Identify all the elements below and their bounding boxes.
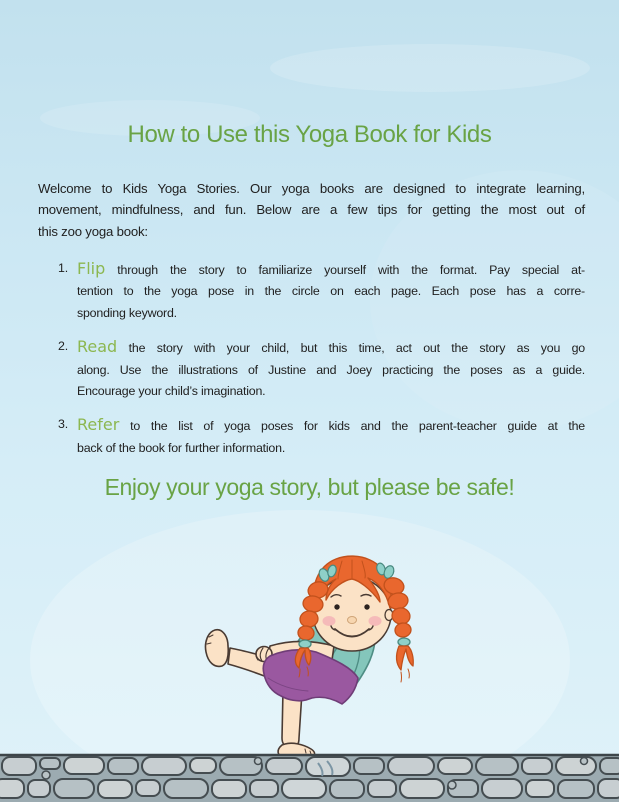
tagline: Enjoy your yoga story, but please be safe! [104,474,515,500]
girl-eye-left [334,604,339,609]
page-title: How to Use this Yoga Book for Kids [127,121,492,148]
tip-line: Read the story with your child, but this time, act out the story as you go [77,337,585,357]
girl-eye-right [364,604,369,609]
tip-item [58,414,585,459]
tip-line: along. Use the illustrations of Justine and Joey practicing the poses as a guide. [77,362,585,377]
tip-number: 2. [58,339,68,354]
tip-line: tention to the yoga pose in the circle on each page. Each pose has a corre- [77,284,585,299]
tip-keyword: Read [77,337,118,357]
tip-line: back of the book for further information. [77,440,286,455]
intro-line: Welcome to Kids Yoga Stories. Our yoga books are designed to integrate learning, [38,181,585,196]
girl-cheek-left [323,616,336,626]
girl-nose [348,617,357,624]
tips-list [58,258,585,471]
tip-keyword: Refer [77,415,120,435]
intro-paragraph [38,178,585,242]
tip-line: sponding keyword. [77,305,177,320]
intro-line: this zoo yoga book: [38,223,148,239]
tip-item [58,258,585,324]
tip-line: Refer to the list of yoga poses for kids and the parent-teacher guide at the [77,415,585,435]
girl-cheek-right [369,616,382,626]
tip-keyword: Flip [77,259,106,278]
tip-item [58,336,585,402]
tip-number: 3. [58,417,68,432]
stone-wall-illustration [0,755,619,802]
tip-number: 1. [58,261,68,275]
tip-line: Encourage your child’s imagination. [77,384,266,399]
intro-line: movement, mindfulness, and fun. Below are a few tips for getting the most out of [38,202,585,218]
tip-line: Flip through the story to familiarize yourself with the format. Pay special at- [77,259,585,278]
